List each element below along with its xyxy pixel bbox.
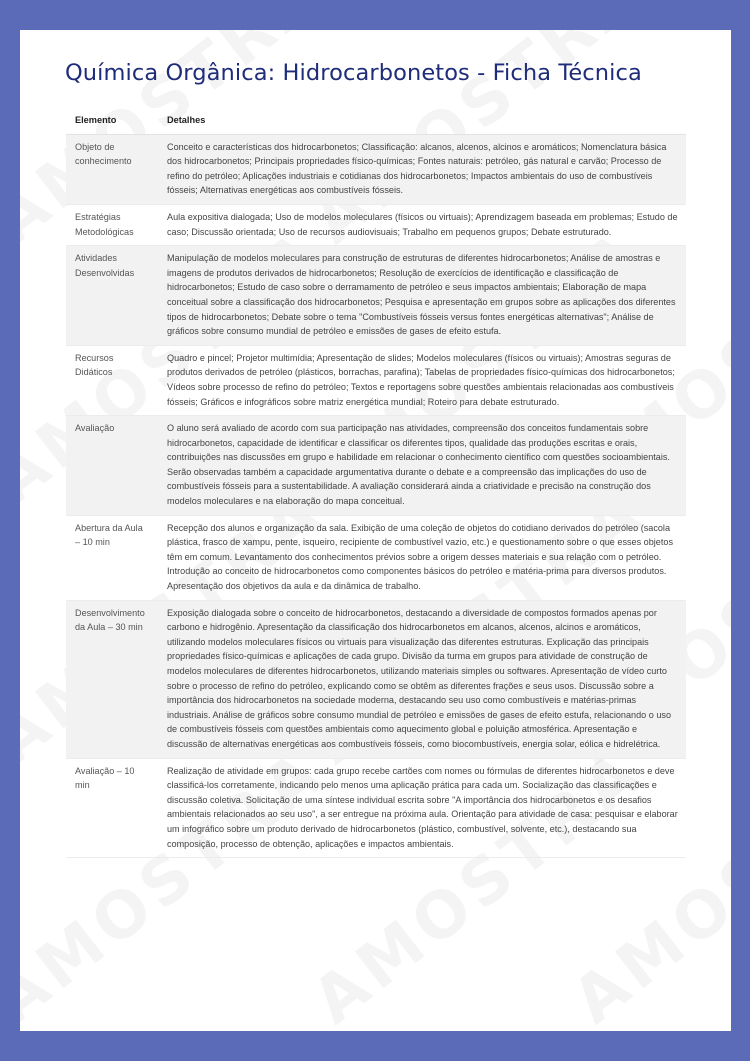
row-details: Conceito e características dos hidrocarbonetos; Classificação: alcanos, alcenos, alcinos e aromáticos; Nomenclatura básica dos hidrocarbonetos; Principais propriedades físico-químicas; Fontes naturais: petróleo, gás natural e carvão; Processo de refino do petróleo; Aplicações industriais e cotidianas dos hidrocarbonetos; Impactos ambientais do uso de combustíveis fósseis; Alternativas energéticas aos combustíveis fósseis. (158, 134, 686, 204)
row-details: Realização de atividade em grupos: cada grupo recebe cartões com nomes ou fórmulas de diferentes hidrocarbonetos e deve classificá-los corretamente, indicando pelo menos uma aplicação prática para cada um. Socialização das classificações e discussão coletiva. Solicitação de uma síntese individual escrita sobre "A importância dos hidrocarbonetos e os desafios ambientais relacionados ao seu uso", a ser entregue na próxima aula. Orientação para atividade de casa: pesquisar e elaborar um infográfico sobre um produto derivado de hidrocarbonetos (plástico, combustível, solvente, etc.), destacando sua composição, processo de obtenção, aplicações e impactos ambientais. (158, 758, 686, 858)
row-element-label: Objeto de conhecimento (66, 134, 158, 204)
table-row (66, 416, 686, 516)
row-element-label: Avaliação (66, 416, 158, 516)
document-page (20, 30, 731, 1031)
row-details: Recepção dos alunos e organização da sala. Exibição de uma coleção de objetos do cotidiano derivados do petróleo (sacola plástica, frasco de xampu, pente, isqueiro, recipiente de combustível vazio, etc.) e questionamento sobre o que esses objetos têm em comum. Levantamento dos conhecimentos prévios sobre a origem desses materiais e sua relação com o petróleo. Introdução ao conceito de hidrocarbonetos como componentes básicos do petróleo e matéria-prima para diversos produtos. Apresentação dos objetivos da aula e da dinâmica de trabalho. (158, 515, 686, 600)
row-element-label: Estratégias Metodológicas (66, 204, 158, 245)
row-details: O aluno será avaliado de acordo com sua participação nas atividades, compreensão dos conceitos fundamentais sobre hidrocarbonetos, capacidade de identificar e classificar os diferentes tipos, qualidade das produções escritas e orais, contribuições nas discussões em grupo e habilidade em relacionar o conhecimento científico com questões socioambientais. Serão observadas também a capacidade argumentativa durante o debate e a compreensão das implicações do uso de combustíveis fósseis para a sustentabilidade. A avaliação considerará ainda a criatividade e precisão na construção dos modelos moleculares e na elaboração do mapa conceitual. (158, 416, 686, 516)
table-row (66, 345, 686, 415)
row-element-label: Avaliação – 10 min (66, 758, 158, 858)
details-table (66, 107, 686, 858)
column-header-detalhes: Detalhes (158, 107, 686, 134)
table-header-row (66, 107, 686, 134)
row-details: Aula expositiva dialogada; Uso de modelos moleculares (físicos ou virtuais); Aprendizagem baseada em problemas; Estudo de caso; Discussão orientada; Uso de recursos audiovisuais; Trabalho em pequenos grupos; Debate estruturado. (158, 204, 686, 245)
row-element-label: Recursos Didáticos (66, 345, 158, 415)
table-row (66, 758, 686, 858)
row-element-label: Desenvolvimento da Aula – 30 min (66, 600, 158, 758)
page-title: Química Orgânica: Hidrocarbonetos - Ficha Técnica (65, 60, 642, 86)
row-element-label: Atividades Desenvolvidas (66, 246, 158, 346)
column-header-elemento: Elemento (66, 107, 158, 134)
table-row (66, 600, 686, 758)
table-row (66, 204, 686, 245)
table-row (66, 134, 686, 204)
table-row (66, 515, 686, 600)
row-details: Exposição dialogada sobre o conceito de hidrocarbonetos, destacando a diversidade de compostos formados apenas por carbono e hidrogênio. Apresentação da classificação dos hidrocarbonetos em alcanos, alcenos, alcinos e aromáticos, utilizando modelos moleculares físicos ou virtuais para visualização das diferentes estruturas. Explicação das principais propriedades físico-químicas e aplicações de cada grupo. Divisão da turma em grupos para atividade de construção de modelos moleculares de diferentes hidrocarbonetos, utilizando materiais simples ou softwares. Apresentação de vídeo curto sobre o processo de refino do petróleo, explicando como se obtêm as diferentes frações e seus usos. Discussão sobre a importância dos hidrocarbonetos na sociedade moderna, destacando seu uso como combustíveis e matérias-primas industriais. Análise de gráficos sobre consumo mundial de petróleo e emissões de gases de efeito estufa, relacionando o uso de combustíveis fósseis com questões ambientais como aquecimento global e poluição atmosférica. Apresentação e discussão de alternativas energéticas aos combustíveis fósseis, como biocombustíveis, energia solar, eólica e hidrelétrica. (158, 600, 686, 758)
row-details: Manipulação de modelos moleculares para construção de estruturas de diferentes hidrocarbonetos; Análise de amostras e imagens de produtos derivados de hidrocarbonetos; Resolução de exercícios de identificação e classificação de hidrocarbonetos; Estudo de caso sobre o derramamento de petróleo e seus impactos ambientais; Elaboração de mapa conceitual sobre a classificação dos hidrocarbonetos; Pesquisa e apresentação em grupos sobre as aplicações dos diferentes tipos de hidrocarbonetos; Debate sobre o tema "Combustíveis fósseis versus fontes energéticas alternativas"; Análise de gráficos sobre consumo mundial de petróleo e emissões de gases de efeito estufa. (158, 246, 686, 346)
row-element-label: Abertura da Aula – 10 min (66, 515, 158, 600)
table-row (66, 246, 686, 346)
row-details: Quadro e pincel; Projetor multimídia; Apresentação de slides; Modelos moleculares (físicos ou virtuais); Amostras seguras de produtos derivados de petróleo (plásticos, borrachas, parafina); Tabelas de propriedades físico-químicas dos hidrocarbonetos; Vídeos sobre processo de refino do petróleo; Textos e reportagens sobre questões ambientais relacionadas aos combustíveis fósseis; Gráficos e infográficos sobre matriz energética mundial; Roteiro para debate estruturado. (158, 345, 686, 415)
